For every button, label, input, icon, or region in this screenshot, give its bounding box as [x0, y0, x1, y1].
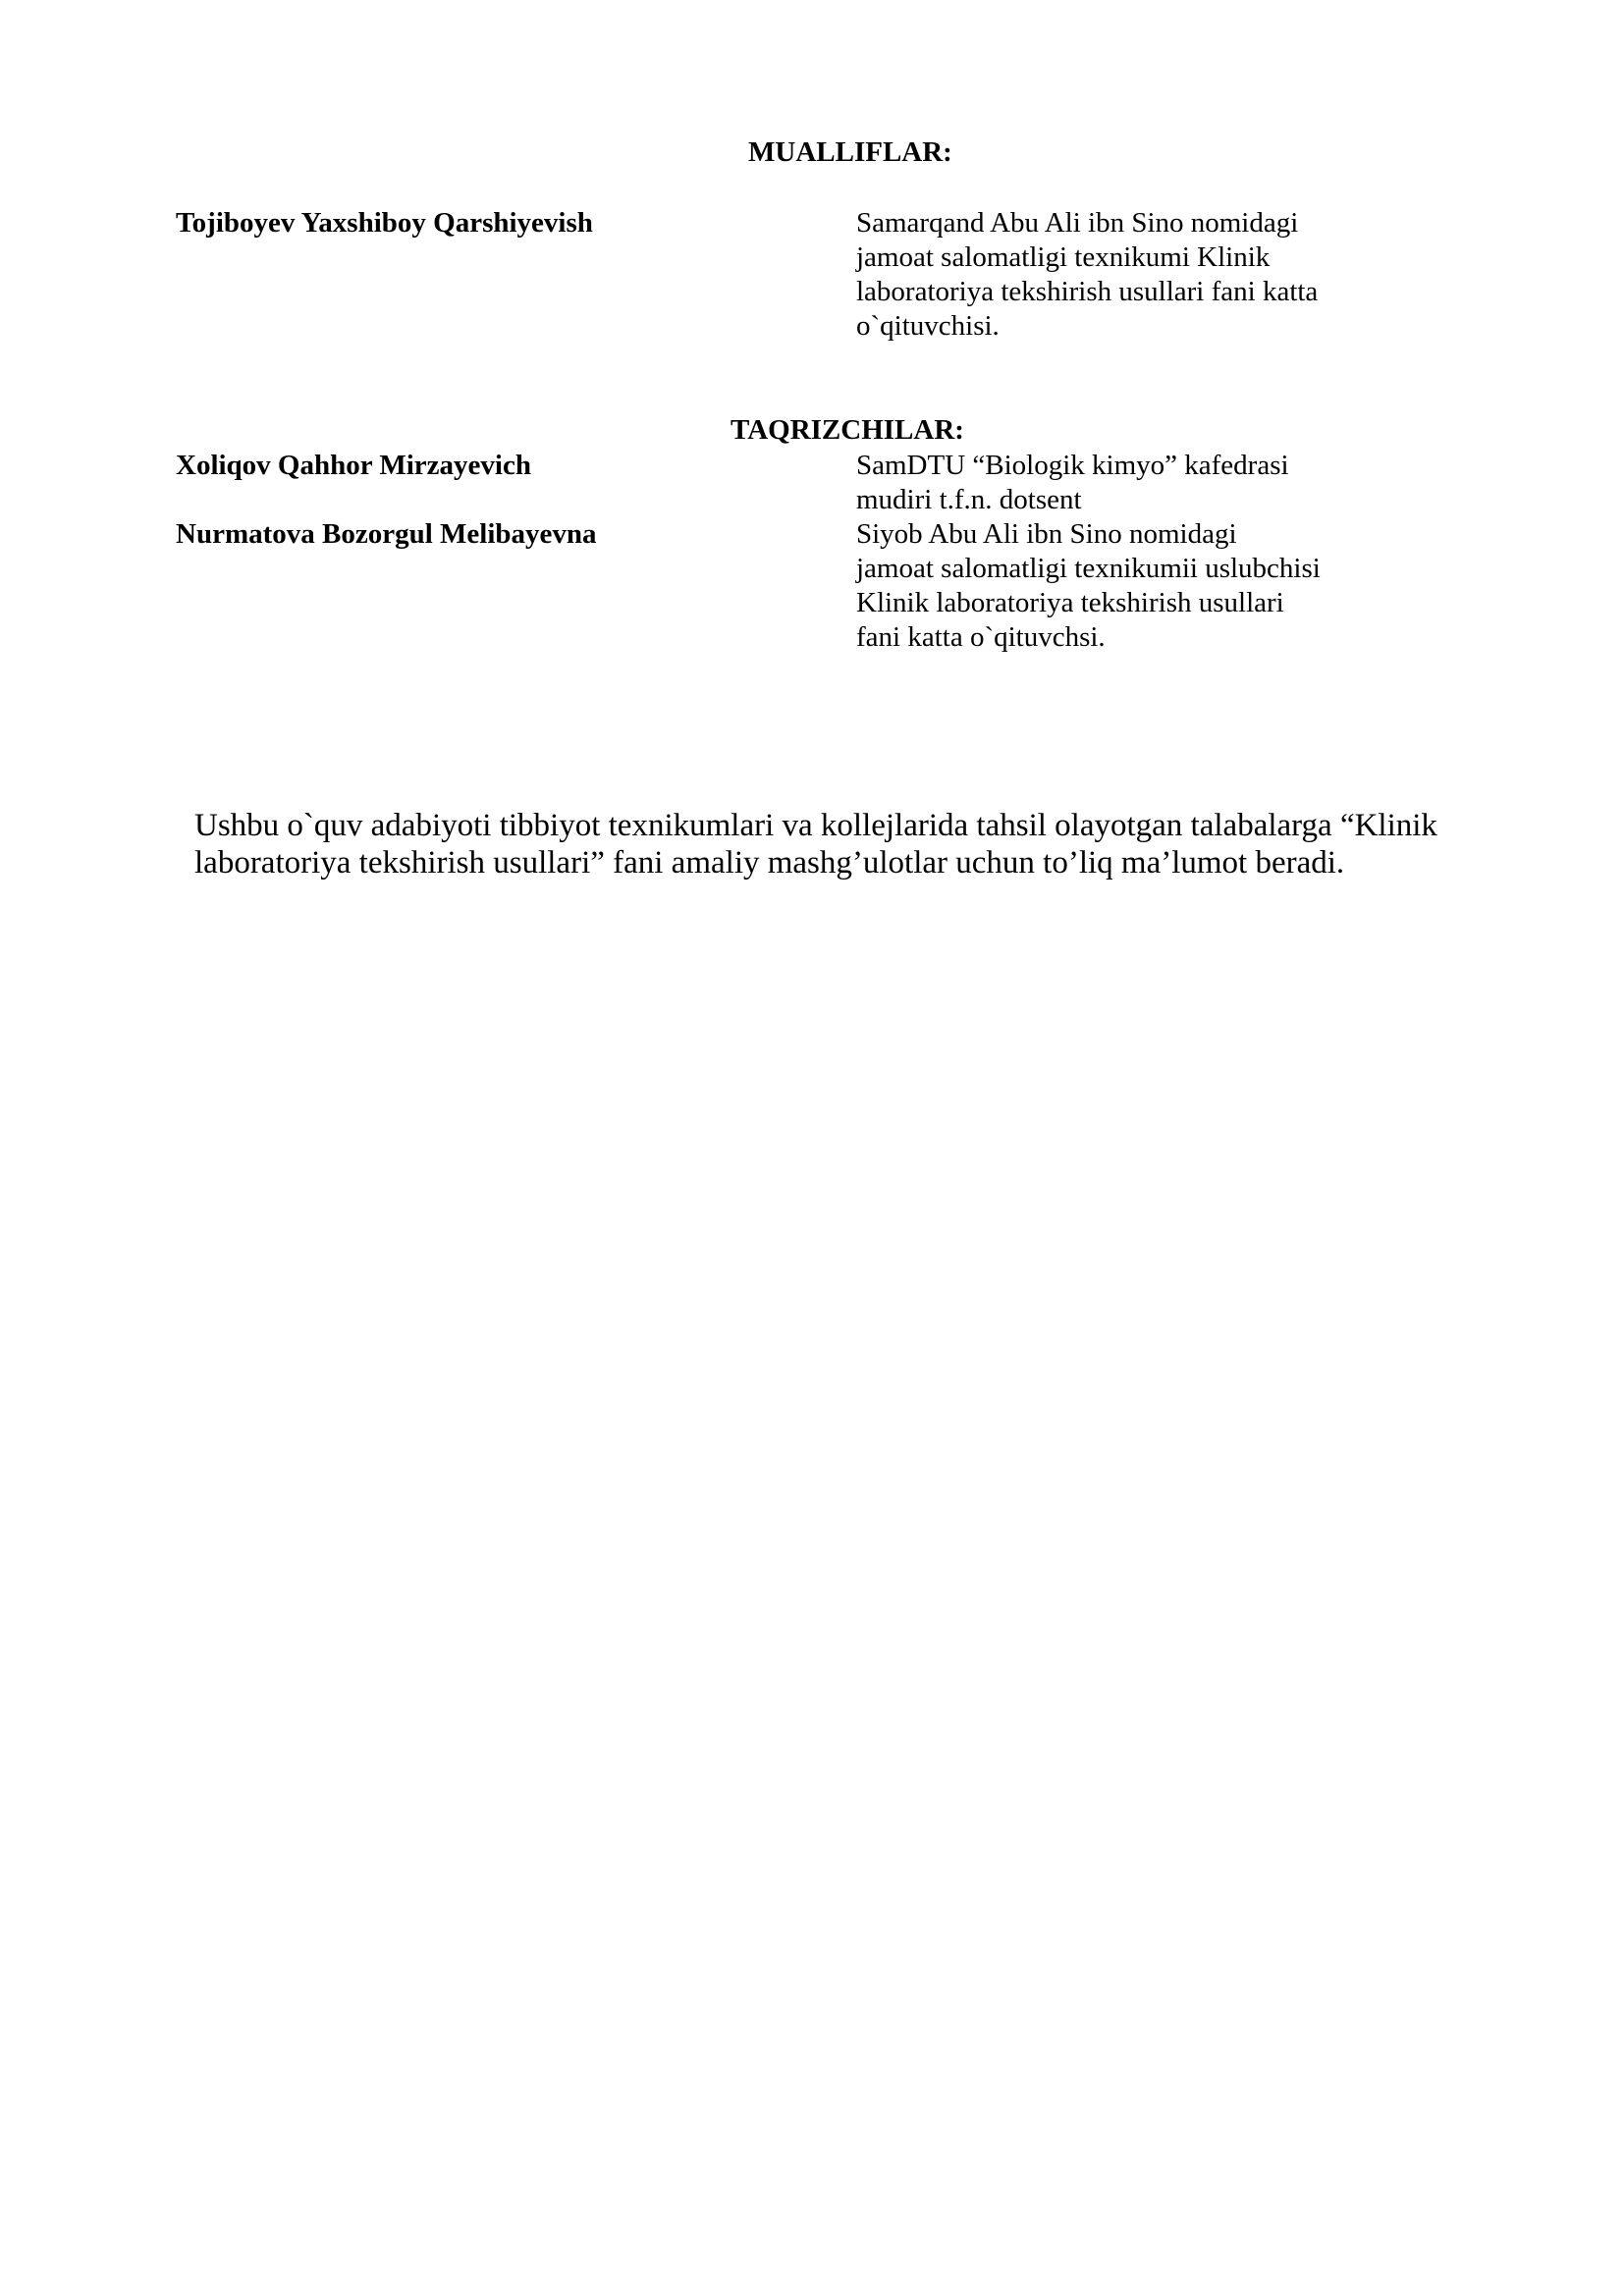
reviewer-description — [856, 517, 1445, 655]
reviewer-description-line: fani katta o`qituvchsi. — [856, 621, 1106, 653]
summary-paragraph — [194, 807, 1510, 881]
authors-heading: MUALLIFLAR: — [748, 136, 952, 168]
reviewer-description — [856, 449, 1445, 517]
author-description-line: laboratoriya tekshirish usullari fani katta — [856, 276, 1319, 307]
author-description-line: o`qituvchisi. — [856, 310, 1000, 342]
reviewer-description-line: Klinik laboratoriya tekshirish usullari — [856, 587, 1284, 618]
reviewer-name: Xoliqov Qahhor Mirzayevich — [176, 450, 531, 481]
summary-line: Ushbu o`quv adabiyoti tibbiyot texnikumlari va kollejlarida tahsil olayotgan talabalarga “Klinik — [194, 808, 1437, 843]
author-description-line: jamoat salomatligi texnikumi Klinik — [856, 241, 1271, 273]
author-name: Tojiboyev Yaxshiboy Qarshiyevish — [176, 207, 593, 239]
summary-line: laboratoriya tekshirish usullari” fani amaliy mashg’ulotlar uchun to’liq ma’lumot beradi. — [194, 845, 1345, 881]
reviewer-description-line: mudiri t.f.n. dotsent — [856, 484, 1082, 515]
author-description-line: Samarqand Abu Ali ibn Sino nomidagi — [856, 207, 1299, 239]
reviewers-heading: TAQRIZCHILAR: — [731, 414, 964, 446]
reviewer-description-line: SamDTU “Biologik kimyo” kafedrasi — [856, 450, 1289, 481]
reviewer-description-line: Siyob Abu Ali ibn Sino nomidagi — [856, 518, 1237, 550]
reviewer-description-line: jamoat salomatligi texnikumii uslubchisi — [856, 553, 1321, 584]
reviewer-name: Nurmatova Bozorgul Melibayevna — [176, 518, 597, 550]
author-description — [856, 206, 1445, 344]
